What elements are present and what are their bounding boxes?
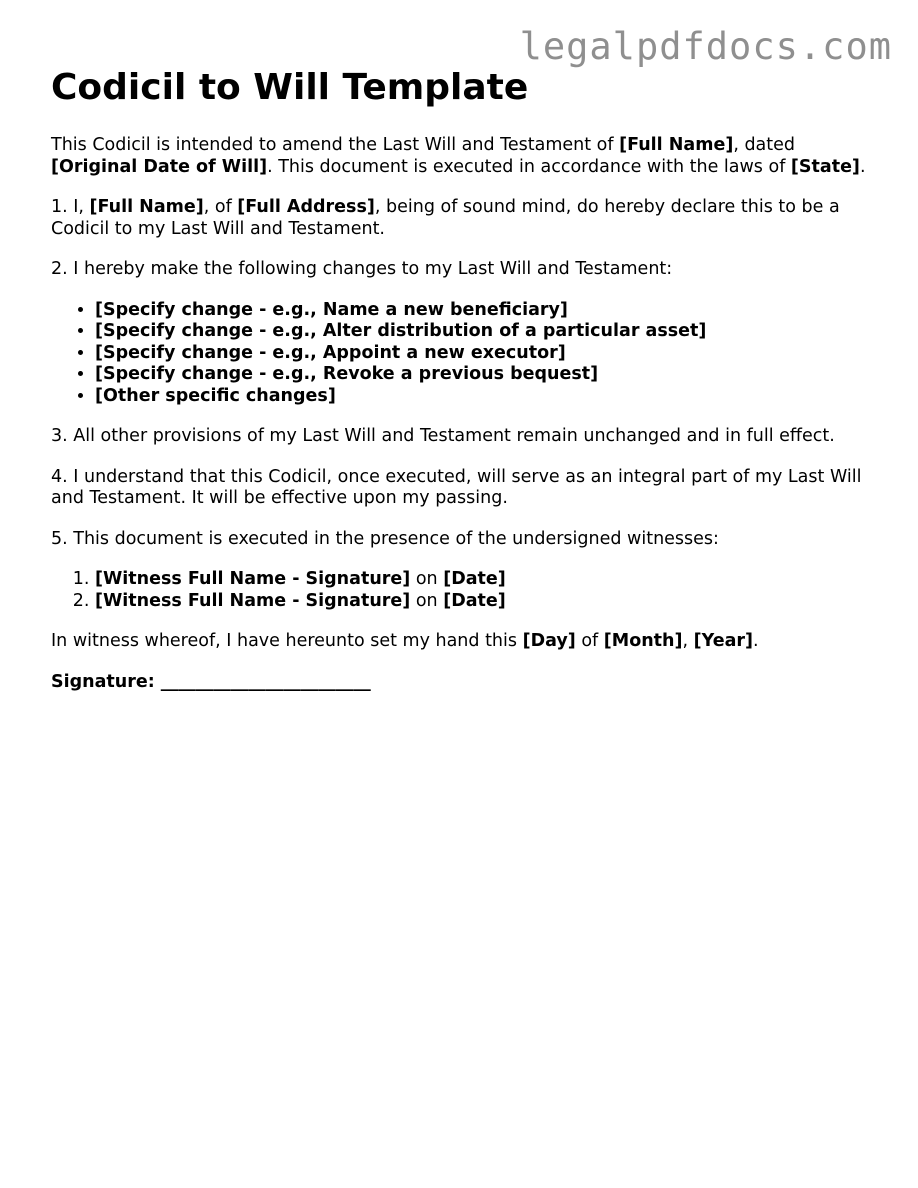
witness-date-placeholder: [Date] <box>443 590 506 611</box>
clause-2: 2. I hereby make the following changes to my Last Will and Testament: <box>51 259 673 279</box>
closing-text-4: . <box>753 631 759 651</box>
signature-line: Signature: ________________________ <box>51 671 371 692</box>
clause-1-full-address-placeholder: [Full Address] <box>237 197 375 217</box>
intro-text-4: . <box>859 156 866 177</box>
closing-text-3: , <box>682 631 694 651</box>
witness-item <box>95 569 871 591</box>
clause-1-full-name-placeholder: [Full Name] <box>89 197 204 217</box>
witness-on-text: on <box>410 590 444 611</box>
witness-list <box>51 569 871 612</box>
witness-on-text: on <box>410 569 444 589</box>
intro-text-1: This Codicil is intended to amend the Last Will and Testament of <box>51 135 620 155</box>
clause-5: 5. This document is executed in the presence of the undersigned witnesses: <box>51 528 719 549</box>
witness-name-placeholder: [Witness Full Name - Signature] <box>95 569 411 589</box>
witness-item <box>95 591 871 613</box>
witness-date-placeholder: [Date] <box>443 569 506 589</box>
intro-paragraph <box>51 135 871 178</box>
clause-1-text-3: , being of sound mind, do hereby declare this to be a Codicil to my Last Will and Testament. <box>51 197 840 239</box>
intro-state-placeholder: [State] <box>790 156 860 177</box>
closing-day-placeholder: [Day] <box>522 631 576 651</box>
intro-full-name-placeholder: [Full Name] <box>619 135 734 155</box>
witness-name-placeholder: [Witness Full Name - Signature] <box>95 590 411 611</box>
closing-month-placeholder: [Month] <box>603 631 683 651</box>
change-item: • [Specify change - e.g., Revoke a previous bequest] <box>95 364 871 386</box>
document-body <box>51 66 871 712</box>
closing-text-2: of <box>575 631 604 651</box>
clause-4: 4. I understand that this Codicil, once executed, will serve as an integral part of my Last Will and Testament. It will be effective upon my passing. <box>51 466 862 508</box>
change-item: • [Other specific changes] <box>95 386 871 408</box>
intro-original-date-placeholder: [Original Date of Will] <box>51 156 268 177</box>
clause-1 <box>51 197 871 240</box>
change-item: • [Specify change - e.g., Appoint a new executor] <box>95 343 871 365</box>
clause-1-text-1: 1. I, <box>51 197 90 217</box>
change-list <box>51 300 871 408</box>
change-item: • [Specify change - e.g., Alter distribution of a particular asset] <box>95 321 871 343</box>
clause-1-text-2: , of <box>203 197 238 217</box>
closing-text-1: In witness whereof, I have hereunto set my hand this <box>51 631 523 651</box>
intro-text-3: . This document is executed in accordance with the laws of <box>267 156 791 177</box>
clause-3: 3. All other provisions of my Last Will and Testament remain unchanged and in full effect. <box>51 426 835 446</box>
document-title: Codicil to Will Template <box>51 67 529 108</box>
closing-year-placeholder: [Year] <box>693 631 754 651</box>
change-item: • [Specify change - e.g., Name a new beneficiary] <box>95 300 871 322</box>
intro-text-2: , dated <box>733 135 796 155</box>
watermark: legalpdfdocs.com <box>519 25 892 68</box>
closing-statement <box>51 631 871 653</box>
